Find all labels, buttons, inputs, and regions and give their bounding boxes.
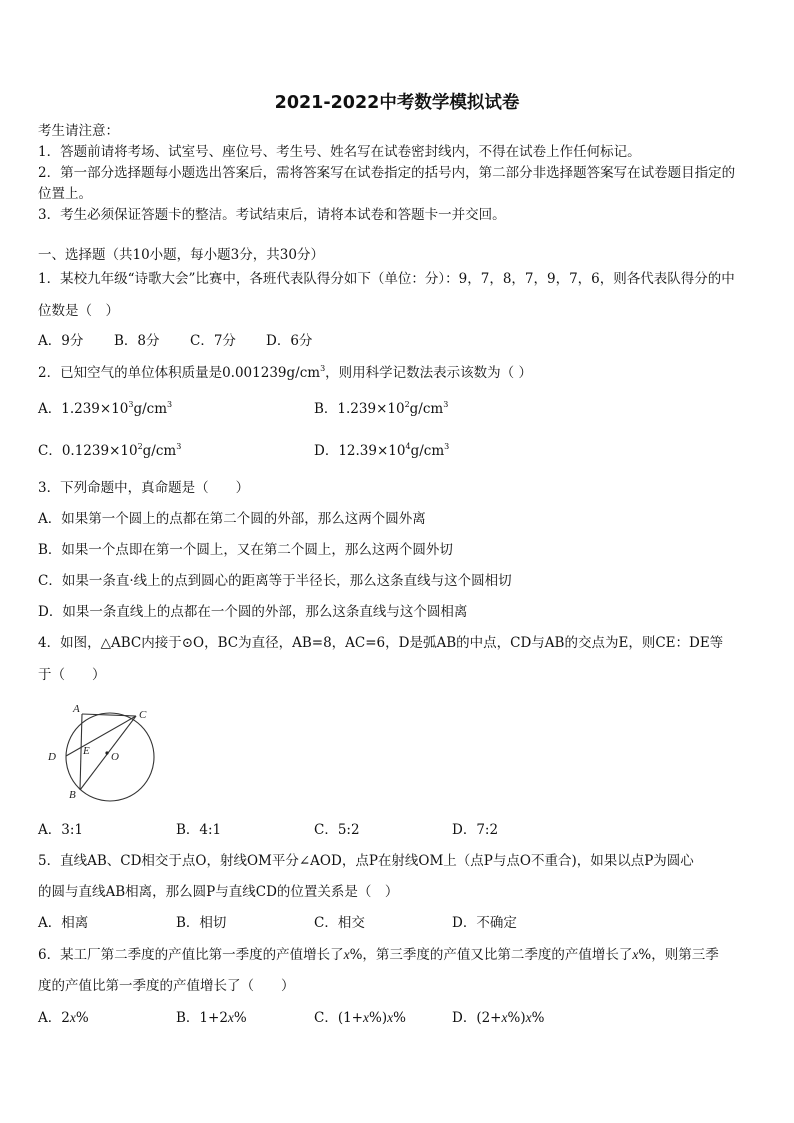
- q5-stem-cont: 的圆与直线AB相离，那么圆P与直线CD的位置关系是（ ）: [38, 884, 399, 900]
- q3-option-d: D．如果一条直线上的点都在一个圆的外部，那么这条直线与这个圆相离: [38, 604, 468, 620]
- circle-o: [66, 713, 154, 801]
- q6-stem-cont: 度的产值比第一季度的产值增长了（ ）: [38, 978, 295, 994]
- label-b: B: [69, 789, 76, 801]
- q4-option-d: D．7:2: [452, 822, 499, 838]
- q2-stem: 2．已知空气的单位体积质量是$0.001239g/cm^3$，则用科学记数法表示该数为（ ）: [38, 364, 532, 381]
- q3-option-b: B．如果一个点即在第一个圆上，又在第二个圆上，那么这两个圆外切: [38, 542, 453, 558]
- q4-option-a: A．3:1: [38, 822, 83, 838]
- q2-option-c: C．$0.1239\times 10^2g/cm^3$: [38, 442, 182, 459]
- label-c: C: [139, 709, 147, 721]
- q2-option-b: B．$1.239\times 10^2g/cm^3$: [314, 400, 449, 417]
- q5-option-b: B．相切: [176, 915, 227, 931]
- q6-option-b: B．1+2x%: [176, 1010, 247, 1026]
- label-o: O: [111, 751, 119, 763]
- label-a: A: [73, 703, 80, 715]
- q5-option-a: A．相离: [38, 915, 89, 931]
- q2-option-a: A．$1.239\times 10^3g/cm^3$: [38, 400, 173, 417]
- q2-option-d: D．$12.39\times 10^4g/cm^3$: [314, 442, 450, 459]
- notice-item-2: 2．第一部分选择题每小题选出答案后，需将答案写在试卷指定的括号内，第二部分非选择题答案写在试卷题目指定的: [38, 165, 736, 181]
- q1-stem-cont: 位数是（ ）: [38, 303, 119, 319]
- q6-option-c: C．(1+x%)x%: [314, 1010, 406, 1026]
- q3-option-c: C．如果一条直·线上的点到圆心的距离等于半径长，那么这条直线与这个圆相切: [38, 573, 512, 589]
- section-heading: 一、选择题（共10小题，每小题3分，共30分）: [38, 247, 324, 263]
- q1-option-a: A．9分: [38, 333, 84, 349]
- q6-option-d: D．(2+x%)x%: [452, 1010, 545, 1026]
- notice-item-2-cont: 位置上。: [38, 186, 92, 202]
- notice-item-3: 3．考生必须保证答题卡的整洁。考试结束后，请将本试卷和答题卡一并交回。: [38, 207, 506, 223]
- q1-option-d: D．6分: [266, 333, 313, 349]
- q4-option-c: C．5:2: [314, 822, 360, 838]
- q6-stem: 6．某工厂第二季度的产值比第一季度的产值增长了x%，第三季度的产值又比第二季度的产值增长了x%，则第三季: [38, 947, 719, 963]
- q5-stem: 5．直线AB、CD相交于点O，射线OM平分∠AOD，点P在射线OM上（点P与点O不重合)，如果以点P为圆心: [38, 853, 694, 869]
- notice-heading: 考生请注意：: [38, 123, 119, 139]
- q5-option-d: D．不确定: [452, 915, 517, 931]
- label-d: D: [48, 751, 56, 763]
- notice-item-1: 1．答题前请将考场、试室号、座位号、考生号、姓名写在试卷密封线内，不得在试卷上作任何标记。: [38, 144, 641, 160]
- page-title: 2021-2022中考数学模拟试卷: [274, 93, 520, 113]
- q4-stem-cont: 于（ ）: [38, 667, 106, 683]
- q6-option-a: A．2x%: [38, 1010, 89, 1026]
- segment-ab: [80, 714, 82, 790]
- segment-ac: [82, 714, 136, 716]
- q3-option-a: A．如果第一个圆上的点都在第二个圆的外部，那么这两个圆外离: [38, 511, 426, 527]
- q3-stem: 3．下列命题中，真命题是（ ）: [38, 480, 250, 496]
- q4-stem: 4．如图，△ABC内接于⊙O，BC为直径，AB=8，AC=6，D是弧AB的中点，CD与AB的交点为E，则CE：DE等: [38, 635, 724, 651]
- q4-option-b: B．4:1: [176, 822, 222, 838]
- q1-stem: 1．某校九年级“诗歌大会”比赛中，各班代表队得分如下（单位：分）：9，7，8，7，9，7，6，则各代表队得分的中: [38, 271, 735, 287]
- label-e: E: [83, 745, 90, 757]
- segment-cd: [66, 716, 136, 756]
- center-point-o: [105, 751, 108, 754]
- q1-option-b: B．8分: [114, 333, 160, 349]
- q5-option-c: C．相交: [314, 915, 365, 931]
- circle-geometry-figure: [44, 700, 160, 804]
- q1-option-c: C．7分: [190, 333, 236, 349]
